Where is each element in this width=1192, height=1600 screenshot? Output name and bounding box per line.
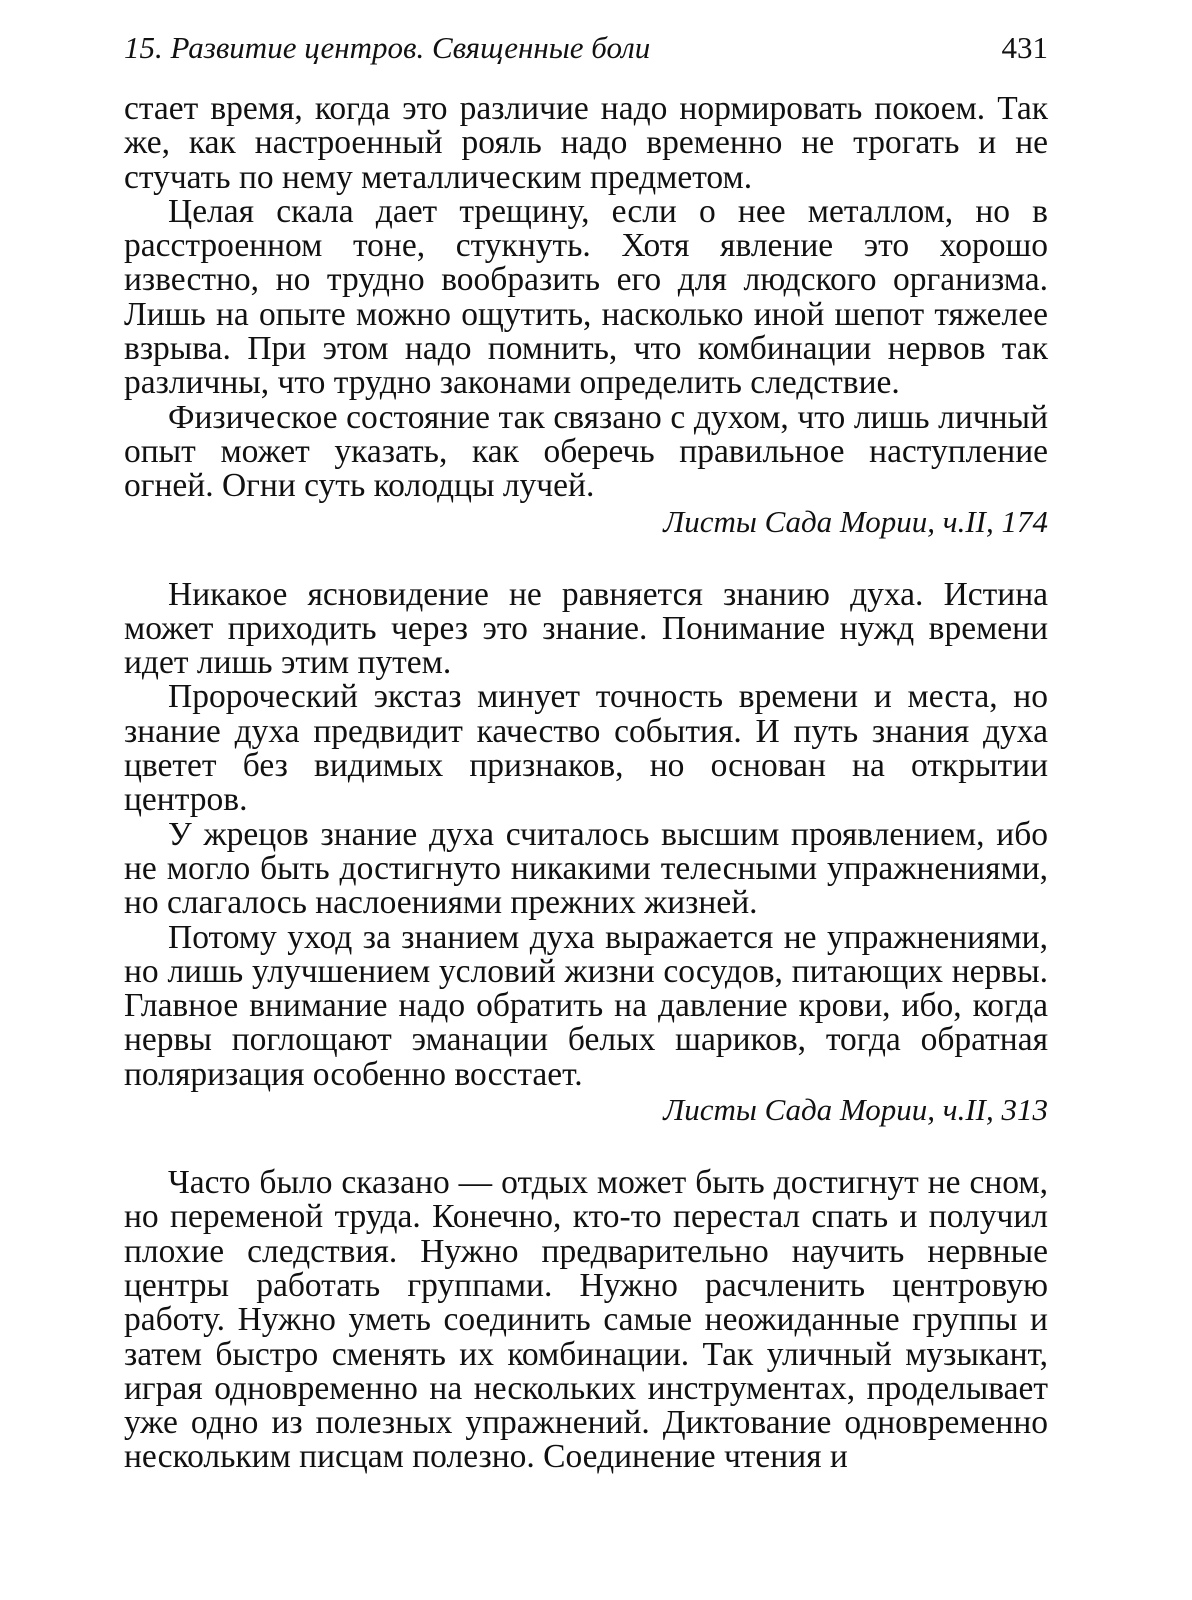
book-page [124, 30, 1048, 1475]
paragraph: У жрецов знание духа считалось высшим проявлением, ибо не могло быть достигнуто никакими телесными упражнениями, но слагалось наслоениями прежних жизней. [124, 815, 1048, 922]
paragraph: Потому уход за знанием духа выражается не упражнениями, но лишь улучшением условий жизни сосудов, питающих нервы. Главное внимание надо обратить на давление крови, ибо, когда нервы поглощают эманации белых шариков, тогда обратная поляризация особенно восстает. [124, 918, 1048, 1093]
paragraph: Пророческий экстаз минует точность времени и места, но знание духа предвидит качество события. И путь знания духа цветет без видимых признаков, но основан на открытии центров. [124, 678, 1048, 819]
paragraph: Никакое ясновидение не равняется знанию духа. Истина может приходить через это знание. Понимание нужд времени идет лишь этим путем. [124, 575, 1048, 682]
paragraph: Часто было сказано — отдых может быть достигнут не сном, но переменой труда. Конечно, кто-то перестал спать и получил плохие следствия. Нужно предварительно научить нервные центры работать группами. Нужно расчленить центровую работу. Нужно уметь соединить самые неожиданные группы и затем быстро сменять их комбинации. Так уличный музыкант, играя одновременно на нескольких инструментах, проделывает уже одно из полезных упражнений. Диктование одновременно нескольким писцам полезно. Соединение чтения и [124, 1164, 1048, 1476]
section-spacer [124, 1128, 1048, 1166]
paragraph: Целая скала дает трещину, если о нее металлом, но в расстроенном тоне, стукнуть. Хотя явление это хорошо известно, но трудно вообразить его для людского организма. Лишь на опыте можно ощутить, насколько иной шепот тяжелее взрыва. При этом надо помнить, что комбинации нервов так различны, что трудно законами определить следствие. [124, 192, 1048, 402]
page-number: 431 [1001, 30, 1048, 65]
paragraph: Физическое состояние так связано с духом, что лишь личный опыт может указать, как оберечь правильное наступление огней. Огни суть колодцы лучей. [124, 398, 1048, 505]
chapter-title: 15. Развитие центров. Священные боли [124, 30, 651, 65]
section-spacer [124, 540, 1048, 578]
page-body [124, 92, 1048, 1475]
running-head [124, 30, 1048, 92]
source-citation: Листы Сада Мории, ч.II, 313 [663, 1092, 1048, 1128]
paragraph-continued: стает время, когда это различие надо нормировать покоем. Так же, как настроенный рояль надо временно не трогать и не стучать по нему металлическим предметом. [124, 90, 1048, 196]
source-citation: Листы Сада Мории, ч.II, 174 [663, 503, 1048, 539]
